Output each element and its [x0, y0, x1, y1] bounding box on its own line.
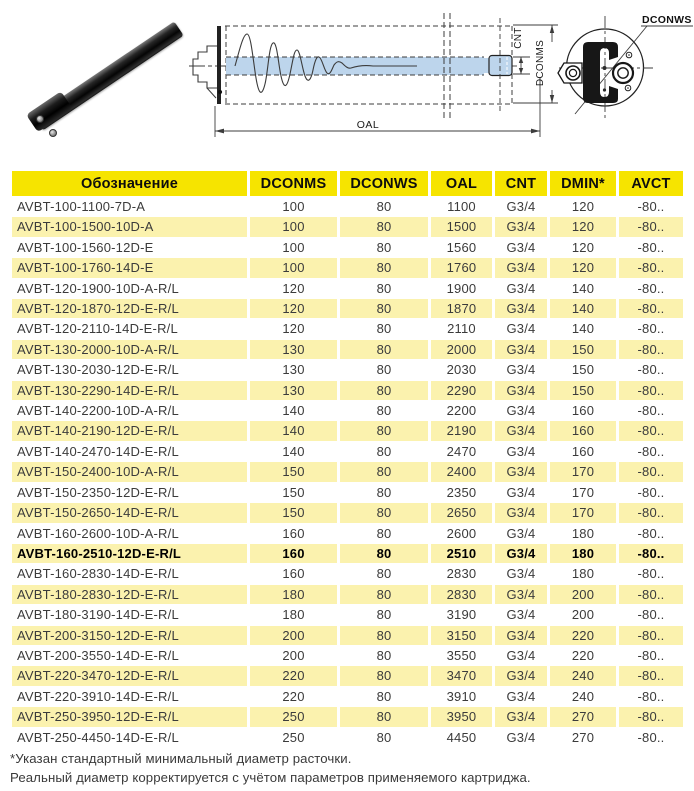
col-header-avct: AVCT: [619, 171, 683, 196]
cell-cnt: G3/4: [495, 279, 547, 298]
cell-avct: -80..: [619, 381, 683, 400]
dconws-dimension-label: DCONWS: [642, 14, 692, 26]
cell-avct: -80..: [619, 462, 683, 481]
table-row: [12, 217, 683, 236]
cell-dmin: 140: [550, 299, 616, 318]
cell-avct: -80..: [619, 483, 683, 502]
spec-table-body: [12, 197, 683, 747]
cell-cnt: G3/4: [495, 421, 547, 440]
cell-oal: 2190: [431, 421, 492, 440]
cell-dconws: 80: [340, 707, 428, 726]
cell-avct: -80..: [619, 319, 683, 338]
cell-avct: -80..: [619, 524, 683, 543]
cell-dconms: 220: [250, 666, 337, 685]
cell-dconws: 80: [340, 360, 428, 379]
cell-avct: -80..: [619, 238, 683, 257]
cell-designation: AVBT-160-2830-14D-E-R/L: [12, 564, 247, 583]
cell-dconws: 80: [340, 340, 428, 359]
cell-oal: 1560: [431, 238, 492, 257]
cell-dmin: 270: [550, 728, 616, 747]
cell-dconws: 80: [340, 319, 428, 338]
cell-dmin: 120: [550, 258, 616, 277]
cell-designation: AVBT-100-1500-10D-A: [12, 217, 247, 236]
cell-designation: AVBT-250-3950-12D-E-R/L: [12, 707, 247, 726]
cell-designation: AVBT-200-3150-12D-E-R/L: [12, 626, 247, 645]
cell-oal: 1760: [431, 258, 492, 277]
drawings-strip: [0, 0, 694, 165]
cell-dconms: 180: [250, 585, 337, 604]
cell-avct: -80..: [619, 503, 683, 522]
cell-avct: -80..: [619, 442, 683, 461]
cell-avct: -80..: [619, 401, 683, 420]
table-row: [12, 605, 683, 624]
cell-dmin: 240: [550, 687, 616, 706]
table-row: [12, 585, 683, 604]
cell-avct: -80..: [619, 605, 683, 624]
table-row: [12, 360, 683, 379]
cell-dconms: 160: [250, 564, 337, 583]
table-row: [12, 421, 683, 440]
table-row: [12, 238, 683, 257]
cell-oal: 3470: [431, 666, 492, 685]
cell-oal: 2400: [431, 462, 492, 481]
table-header-row: [12, 171, 683, 196]
cell-designation: AVBT-120-1900-10D-A-R/L: [12, 279, 247, 298]
cell-dconms: 160: [250, 524, 337, 543]
cell-dconms: 150: [250, 462, 337, 481]
cell-avct: -80..: [619, 626, 683, 645]
cell-dconms: 100: [250, 217, 337, 236]
cell-oal: 2650: [431, 503, 492, 522]
cell-dmin: 200: [550, 585, 616, 604]
cell-avct: -80..: [619, 217, 683, 236]
table-row: [12, 626, 683, 645]
cell-designation: AVBT-130-2290-14D-E-R/L: [12, 381, 247, 400]
cell-dconws: 80: [340, 666, 428, 685]
spec-table: [9, 170, 686, 748]
cell-cnt: G3/4: [495, 258, 547, 277]
cell-dmin: 220: [550, 626, 616, 645]
cell-dconws: 80: [340, 626, 428, 645]
cell-dconws: 80: [340, 401, 428, 420]
cell-avct: -80..: [619, 646, 683, 665]
cell-cnt: G3/4: [495, 666, 547, 685]
cell-oal: 1100: [431, 197, 492, 216]
cell-oal: 2830: [431, 585, 492, 604]
cell-oal: 3550: [431, 646, 492, 665]
cell-dmin: 220: [550, 646, 616, 665]
cell-designation: AVBT-120-2110-14D-E-R/L: [12, 319, 247, 338]
cell-designation: AVBT-160-2600-10D-A-R/L: [12, 524, 247, 543]
table-row: [12, 258, 683, 277]
cell-designation: AVBT-140-2190-12D-E-R/L: [12, 421, 247, 440]
cell-cnt: G3/4: [495, 687, 547, 706]
cell-dconms: 200: [250, 646, 337, 665]
cell-dconws: 80: [340, 462, 428, 481]
cell-designation: AVBT-220-3470-12D-E-R/L: [12, 666, 247, 685]
cell-oal: 4450: [431, 728, 492, 747]
cell-designation: AVBT-100-1560-12D-E: [12, 238, 247, 257]
cell-dmin: 150: [550, 340, 616, 359]
cell-dconws: 80: [340, 646, 428, 665]
cell-designation: AVBT-130-2000-10D-A-R/L: [12, 340, 247, 359]
cell-avct: -80..: [619, 585, 683, 604]
cell-designation: AVBT-100-1100-7D-A: [12, 197, 247, 216]
cell-cnt: G3/4: [495, 197, 547, 216]
cell-designation: AVBT-150-2400-10D-A-R/L: [12, 462, 247, 481]
cell-oal: 1870: [431, 299, 492, 318]
footnote-line-1: *Указан стандартный минимальный диаметр расточки.: [10, 751, 352, 766]
cell-oal: 2110: [431, 319, 492, 338]
cell-cnt: G3/4: [495, 544, 547, 563]
cell-designation: AVBT-150-2350-12D-E-R/L: [12, 483, 247, 502]
cell-designation: AVBT-250-4450-14D-E-R/L: [12, 728, 247, 747]
cell-cnt: G3/4: [495, 462, 547, 481]
cell-dconms: 130: [250, 381, 337, 400]
table-row: [12, 564, 683, 583]
table-row: [12, 340, 683, 359]
cell-cnt: G3/4: [495, 728, 547, 747]
table-row: [12, 503, 683, 522]
cell-dconws: 80: [340, 544, 428, 563]
cell-dmin: 160: [550, 421, 616, 440]
cell-dconws: 80: [340, 483, 428, 502]
cell-dmin: 270: [550, 707, 616, 726]
table-row: [12, 728, 683, 747]
boring-bar-head: [26, 91, 73, 132]
table-row: [12, 319, 683, 338]
cell-dmin: 140: [550, 319, 616, 338]
cell-dconws: 80: [340, 442, 428, 461]
cell-designation: AVBT-180-2830-12D-E-R/L: [12, 585, 247, 604]
cell-avct: -80..: [619, 340, 683, 359]
col-header-cnt: CNT: [495, 171, 547, 196]
footnotes: [10, 750, 690, 787]
col-header-oal: OAL: [431, 171, 492, 196]
cell-oal: 2470: [431, 442, 492, 461]
cell-dmin: 150: [550, 360, 616, 379]
table-row: [12, 524, 683, 543]
screw-icon: [36, 115, 44, 123]
cell-dconms: 250: [250, 728, 337, 747]
cell-dconms: 180: [250, 605, 337, 624]
cell-designation: AVBT-200-3550-14D-E-R/L: [12, 646, 247, 665]
cell-cnt: G3/4: [495, 503, 547, 522]
cell-dmin: 120: [550, 238, 616, 257]
cell-oal: 2830: [431, 564, 492, 583]
cell-oal: 2030: [431, 360, 492, 379]
cell-oal: 2200: [431, 401, 492, 420]
cell-avct: -80..: [619, 279, 683, 298]
technical-drawing: [185, 0, 694, 160]
product-photo: [8, 5, 198, 155]
table-row: [12, 707, 683, 726]
cell-avct: -80..: [619, 544, 683, 563]
cell-oal: 2600: [431, 524, 492, 543]
cell-dconms: 120: [250, 319, 337, 338]
cell-dconws: 80: [340, 217, 428, 236]
cell-cnt: G3/4: [495, 605, 547, 624]
table-row: [12, 544, 683, 563]
cell-oal: 1500: [431, 217, 492, 236]
table-row: [12, 197, 683, 216]
cell-avct: -80..: [619, 728, 683, 747]
cell-cnt: G3/4: [495, 646, 547, 665]
cnt-dimension-label: CNT: [513, 27, 524, 49]
footnote-line-2: Реальный диаметр корректируется с учётом параметров применяемого картриджа.: [10, 769, 531, 785]
cell-avct: -80..: [619, 299, 683, 318]
cell-dconws: 80: [340, 197, 428, 216]
cell-cnt: G3/4: [495, 564, 547, 583]
cell-dconws: 80: [340, 381, 428, 400]
cell-cnt: G3/4: [495, 626, 547, 645]
cell-avct: -80..: [619, 421, 683, 440]
cell-dconws: 80: [340, 503, 428, 522]
cell-dconws: 80: [340, 421, 428, 440]
cell-dmin: 240: [550, 666, 616, 685]
cell-dmin: 200: [550, 605, 616, 624]
cell-oal: 2000: [431, 340, 492, 359]
cell-dconws: 80: [340, 238, 428, 257]
cell-oal: 1900: [431, 279, 492, 298]
cell-dconms: 220: [250, 687, 337, 706]
table-row: [12, 666, 683, 685]
cell-dconws: 80: [340, 585, 428, 604]
cell-dmin: 170: [550, 462, 616, 481]
cell-dconws: 80: [340, 728, 428, 747]
cell-dconms: 100: [250, 238, 337, 257]
cell-oal: 2350: [431, 483, 492, 502]
col-header-dconms: DCONMS: [250, 171, 337, 196]
cell-dmin: 170: [550, 483, 616, 502]
cell-dconws: 80: [340, 564, 428, 583]
cell-dconms: 120: [250, 279, 337, 298]
cell-cnt: G3/4: [495, 524, 547, 543]
cell-dmin: 140: [550, 279, 616, 298]
col-header-dmin: DMIN*: [550, 171, 616, 196]
cell-oal: 3910: [431, 687, 492, 706]
cell-avct: -80..: [619, 564, 683, 583]
cell-cnt: G3/4: [495, 360, 547, 379]
cell-designation: AVBT-120-1870-12D-E-R/L: [12, 299, 247, 318]
cell-designation: AVBT-140-2200-10D-A-R/L: [12, 401, 247, 420]
table-row: [12, 483, 683, 502]
cell-dconms: 140: [250, 401, 337, 420]
table-row: [12, 646, 683, 665]
cell-cnt: G3/4: [495, 401, 547, 420]
cell-dconms: 150: [250, 483, 337, 502]
cell-dconws: 80: [340, 279, 428, 298]
cell-dconms: 130: [250, 360, 337, 379]
cell-avct: -80..: [619, 197, 683, 216]
cell-designation: AVBT-130-2030-12D-E-R/L: [12, 360, 247, 379]
cell-dmin: 180: [550, 564, 616, 583]
cell-dconms: 130: [250, 340, 337, 359]
cell-dmin: 120: [550, 217, 616, 236]
cell-dconws: 80: [340, 258, 428, 277]
col-header-dconws: DCONWS: [340, 171, 428, 196]
cell-dconms: 120: [250, 299, 337, 318]
cell-dconws: 80: [340, 524, 428, 543]
cell-dmin: 160: [550, 401, 616, 420]
oal-dimension-label: OAL: [356, 119, 380, 131]
cell-dmin: 180: [550, 544, 616, 563]
cell-oal: 3950: [431, 707, 492, 726]
cell-oal: 2290: [431, 381, 492, 400]
table-row: [12, 279, 683, 298]
cell-dconms: 140: [250, 442, 337, 461]
cell-dmin: 150: [550, 381, 616, 400]
cell-avct: -80..: [619, 707, 683, 726]
cell-oal: 2510: [431, 544, 492, 563]
table-row: [12, 442, 683, 461]
screw-icon: [49, 129, 57, 137]
cell-dconms: 140: [250, 421, 337, 440]
cell-cnt: G3/4: [495, 585, 547, 604]
cell-cnt: G3/4: [495, 319, 547, 338]
cell-cnt: G3/4: [495, 217, 547, 236]
cell-avct: -80..: [619, 258, 683, 277]
cell-cnt: G3/4: [495, 442, 547, 461]
cell-avct: -80..: [619, 687, 683, 706]
cell-dconms: 200: [250, 626, 337, 645]
cell-cnt: G3/4: [495, 299, 547, 318]
cell-designation: AVBT-100-1760-14D-E: [12, 258, 247, 277]
cell-oal: 3190: [431, 605, 492, 624]
cell-dmin: 170: [550, 503, 616, 522]
cell-dmin: 120: [550, 197, 616, 216]
table-row: [12, 462, 683, 481]
cell-dmin: 180: [550, 524, 616, 543]
cell-avct: -80..: [619, 360, 683, 379]
cell-dconws: 80: [340, 687, 428, 706]
cell-dconms: 160: [250, 544, 337, 563]
cell-cnt: G3/4: [495, 340, 547, 359]
table-row: [12, 299, 683, 318]
cell-dmin: 160: [550, 442, 616, 461]
cell-designation: AVBT-140-2470-14D-E-R/L: [12, 442, 247, 461]
cell-designation: AVBT-180-3190-14D-E-R/L: [12, 605, 247, 624]
dconms-dimension-label: DCONMS: [535, 39, 546, 87]
cell-avct: -80..: [619, 666, 683, 685]
table-row: [12, 687, 683, 706]
cell-dconws: 80: [340, 299, 428, 318]
cell-dconms: 250: [250, 707, 337, 726]
cell-designation: AVBT-220-3910-14D-E-R/L: [12, 687, 247, 706]
cell-cnt: G3/4: [495, 483, 547, 502]
cell-cnt: G3/4: [495, 707, 547, 726]
table-row: [12, 401, 683, 420]
cell-cnt: G3/4: [495, 381, 547, 400]
cell-designation: AVBT-160-2510-12D-E-R/L: [12, 544, 247, 563]
cell-dconws: 80: [340, 605, 428, 624]
cell-dconms: 100: [250, 258, 337, 277]
cell-dconms: 150: [250, 503, 337, 522]
table-row: [12, 381, 683, 400]
col-header-designation: Обозначение: [12, 171, 247, 196]
cell-cnt: G3/4: [495, 238, 547, 257]
cell-oal: 3150: [431, 626, 492, 645]
cell-designation: AVBT-150-2650-14D-E-R/L: [12, 503, 247, 522]
cell-dconms: 100: [250, 197, 337, 216]
